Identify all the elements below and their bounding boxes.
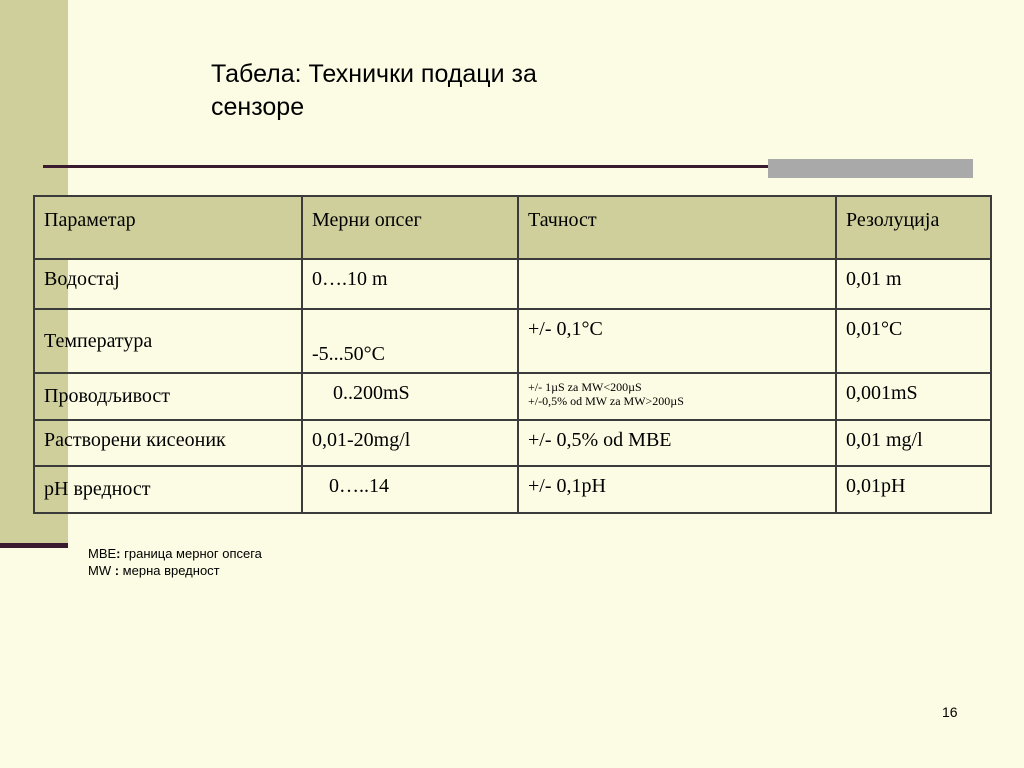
param-cell: Проводљивост (34, 373, 302, 420)
range-cell: 0,01-20mg/l (302, 420, 518, 466)
side-rule (0, 543, 68, 548)
range-cell: -5...50°C (302, 309, 518, 373)
decorative-gray-bar (768, 159, 973, 178)
resolution-cell: 0,01 m (836, 259, 991, 309)
footnote-mbe: MBE: граница мерног опсега (88, 546, 262, 561)
header-cell: Тачност (518, 196, 836, 259)
header-cell: Резолуција (836, 196, 991, 259)
param-cell: Водостај (34, 259, 302, 309)
table-row (34, 466, 991, 513)
accuracy-cell: +/- 0,1°C (518, 309, 836, 373)
header-cell: Параметар (34, 196, 302, 259)
sensor-specs-table (33, 195, 992, 514)
table-row (34, 309, 991, 373)
range-cell: 0…..14 (302, 466, 518, 513)
param-cell: pH вредност (34, 466, 302, 513)
slide-title: Табела: Технички подаци за сензоре (211, 60, 537, 121)
resolution-cell: 0,001mS (836, 373, 991, 420)
table-row (34, 259, 991, 309)
accuracy-cell (518, 373, 836, 420)
table-row (34, 373, 991, 420)
resolution-cell: 0,01°C (836, 309, 991, 373)
table-row (34, 420, 991, 466)
accuracy-cell: +/- 0,1pH (518, 466, 836, 513)
accuracy-line: +/-0,5% od MW za MW>200µS (528, 394, 684, 408)
resolution-cell: 0,01pH (836, 466, 991, 513)
page-number: 16 (942, 704, 958, 720)
footnote-mw: MW : мерна вредност (88, 563, 220, 578)
accuracy-cell (518, 259, 836, 309)
param-cell: Растворени кисеоник (34, 420, 302, 466)
footnotes (88, 545, 262, 579)
param-cell: Температура (34, 309, 302, 373)
range-cell: 0….10 m (302, 259, 518, 309)
accuracy-cell: +/- 0,5% od MBE (518, 420, 836, 466)
table-header-row (34, 196, 991, 259)
resolution-cell: 0,01 mg/l (836, 420, 991, 466)
accuracy-line: +/- 1µS za MW<200µS (528, 380, 642, 394)
header-cell: Мерни опсег (302, 196, 518, 259)
range-cell: 0..200mS (302, 373, 518, 420)
